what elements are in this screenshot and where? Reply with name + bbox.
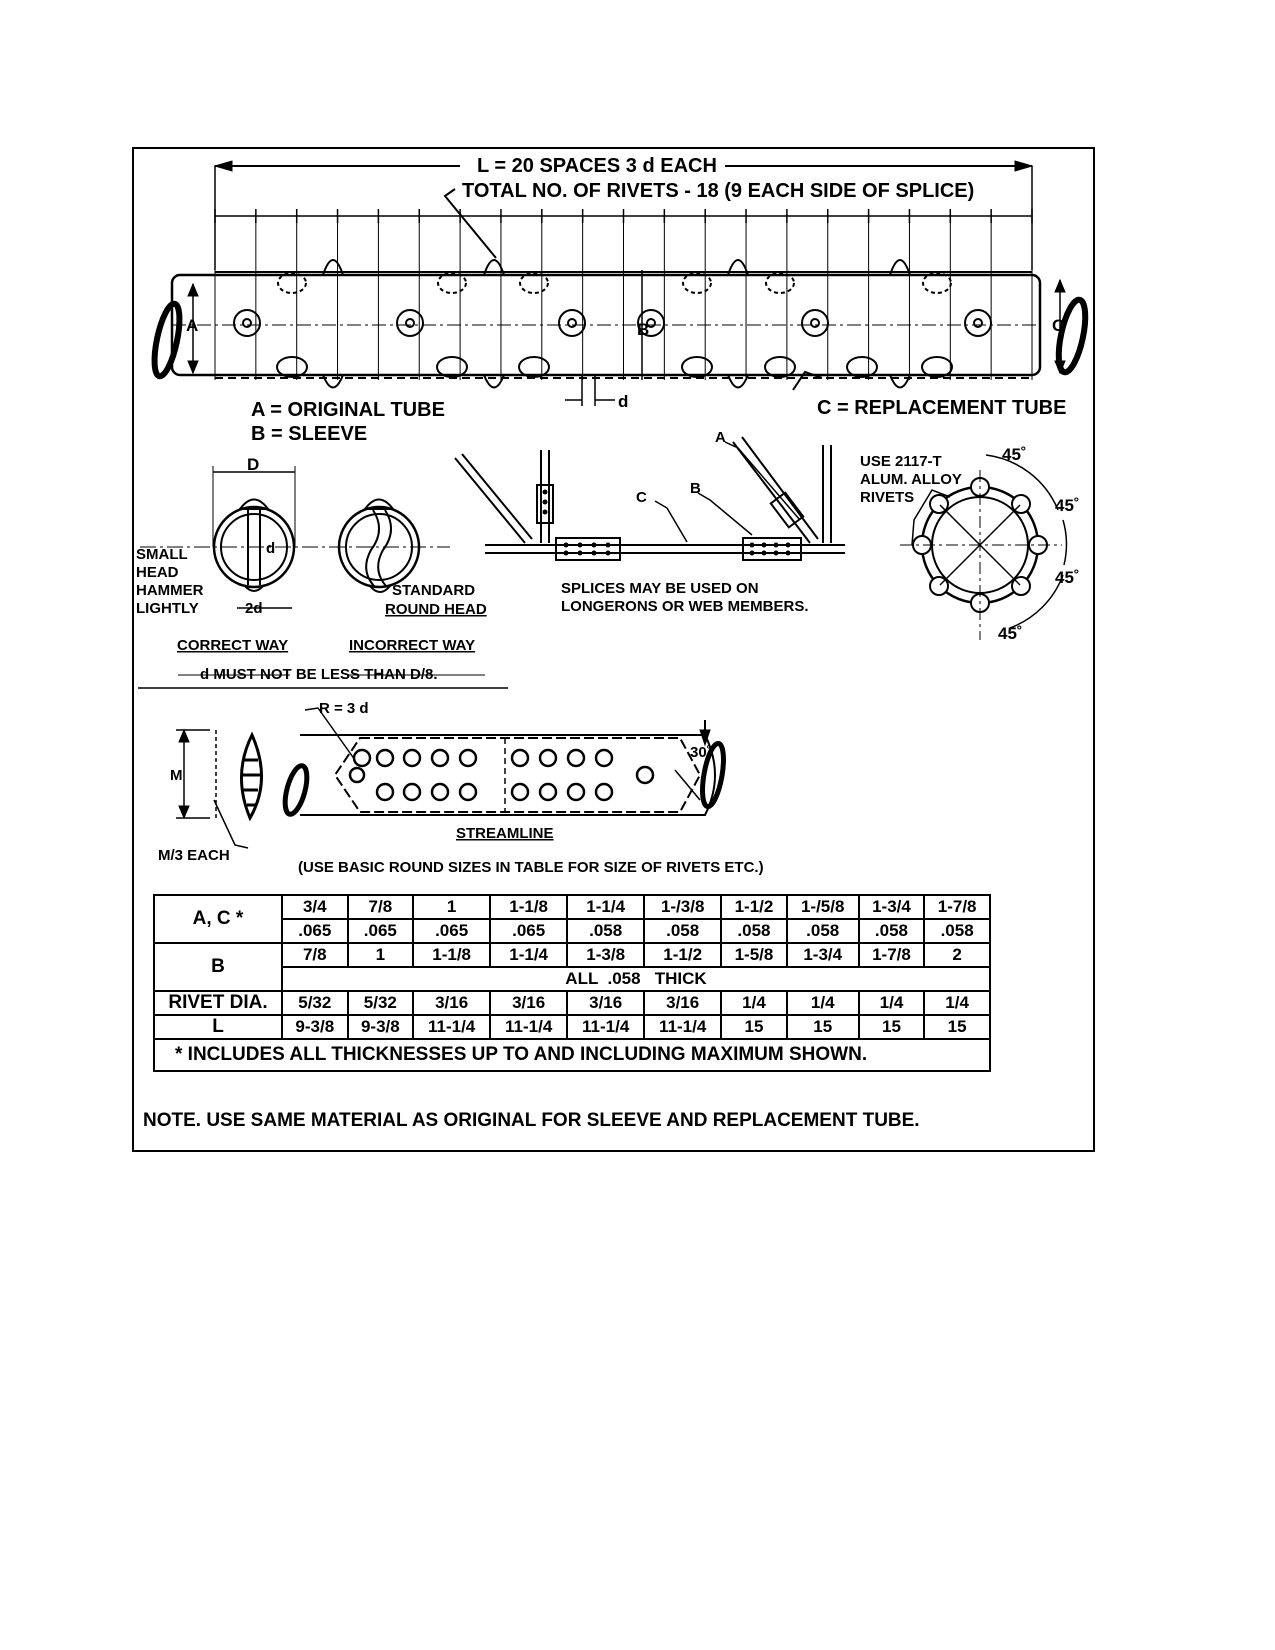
rivet-center [406, 319, 414, 327]
b-size-cell: 1-1/4 [490, 943, 567, 967]
truss-splice-view [455, 437, 845, 560]
rivet-detail-view [138, 466, 508, 688]
ac-thick-cell: .065 [490, 919, 567, 943]
rivet-dia-cell: 5/32 [348, 991, 414, 1015]
streamline-title: STREAMLINE [456, 825, 554, 842]
dim-l-label: L = 20 SPACES 3 d EACH [477, 155, 717, 177]
rivet-center [974, 319, 982, 327]
splice-rivet [592, 543, 597, 548]
ac-size-cell: 1 [413, 895, 490, 919]
splice-rivet [750, 543, 755, 548]
label-m: M [170, 767, 183, 784]
rivet-dia-cell: 3/16 [413, 991, 490, 1015]
material-note: NOTE. USE SAME MATERIAL AS ORIGINAL FOR SLEEVE AND REPLACEMENT TUBE. [143, 1110, 920, 1131]
b-size-cell: 1-1/8 [413, 943, 490, 967]
rivet-dia-cell: 3/16 [490, 991, 567, 1015]
ac-thick-cell: .058 [567, 919, 644, 943]
m3-each-label: M/3 EACH [158, 847, 230, 864]
ac-size-cell: 1-3/4 [859, 895, 925, 919]
angle-label-3: 45˚ [1055, 568, 1080, 587]
l-value-cell: 11-1/4 [413, 1015, 490, 1039]
small-head-line-1: SMALL [136, 546, 188, 563]
streamline-rivet-hole [596, 784, 612, 800]
streamline-rivet-hole [540, 750, 556, 766]
streamline-rivet-hole [460, 750, 476, 766]
rivet-dia-cell: 3/16 [567, 991, 644, 1015]
splice-rivet [543, 490, 548, 495]
rivet-head [965, 310, 991, 336]
splice-label-b: B [690, 480, 701, 497]
round-head-label: ROUND HEAD [385, 601, 487, 618]
streamline-rivet-hole [460, 784, 476, 800]
streamline-rivet-hole [512, 750, 528, 766]
l-label-cell: L [154, 1015, 282, 1039]
rivet-spec-line-3: RIVETS [860, 489, 915, 506]
splice-rivet [750, 551, 755, 556]
table-row [154, 1015, 990, 1039]
streamline-rivet-hole [350, 768, 364, 782]
rivet-spec-line-1: USE 2117-T [860, 453, 942, 470]
ac-thick-cell: .058 [787, 919, 859, 943]
table-note: (USE BASIC ROUND SIZES IN TABLE FOR SIZE OF RIVETS ETC.) [298, 859, 764, 876]
streamline-rivet-hole [404, 750, 420, 766]
l-value-cell: 9-3/8 [282, 1015, 348, 1039]
b-size-cell: 1-3/8 [567, 943, 644, 967]
label-2d: 2d [245, 600, 263, 617]
splice-rivet [786, 551, 791, 556]
streamline-rivet-hole [568, 784, 584, 800]
rivet-dia-cell: 5/32 [282, 991, 348, 1015]
label-b: B [637, 320, 650, 339]
l-value-cell: 15 [859, 1015, 925, 1039]
angle-30-label: 30˚ [690, 744, 712, 761]
rivet-head [559, 310, 585, 336]
rivet-head [802, 310, 828, 336]
l-value-cell: 11-1/4 [567, 1015, 644, 1039]
splice-label-c: C [636, 489, 647, 506]
rivet-dia-cell: 1/4 [787, 991, 859, 1015]
ac-size-cell: 3/4 [282, 895, 348, 919]
splice-rivet [786, 543, 791, 548]
ac-thick-cell: .058 [721, 919, 787, 943]
splice-rivet [564, 551, 569, 556]
splice-rivet [762, 551, 767, 556]
radius-label: R = 3 d [319, 700, 369, 717]
rivet-dia-cell: 3/16 [644, 991, 721, 1015]
splice-rivet [606, 543, 611, 548]
streamline-rivet-hole [432, 784, 448, 800]
table-row [154, 895, 990, 919]
rivet-dia-cell: 1/4 [924, 991, 990, 1015]
splice-rivet [578, 543, 583, 548]
streamline-rivet-hole [404, 784, 420, 800]
ac-thick-cell: .065 [282, 919, 348, 943]
splice-rivet [774, 551, 779, 556]
streamline-rivet-hole [540, 784, 556, 800]
d-rule-label: d MUST NOT BE LESS THAN D/8. [200, 666, 438, 683]
ac-size-cell: 1-/5/8 [787, 895, 859, 919]
streamline-rivet-hole [377, 784, 393, 800]
standard-label: STANDARD [392, 582, 476, 599]
splice-rivet [564, 543, 569, 548]
table-row [154, 943, 990, 967]
b-size-cell: 1-7/8 [859, 943, 925, 967]
streamline-rivet-hole [637, 767, 653, 783]
streamline-rivet-hole [568, 750, 584, 766]
b-label-cell: B [154, 943, 282, 991]
rivet-dia-cell: 1/4 [859, 991, 925, 1015]
ac-thick-cell: .058 [859, 919, 925, 943]
l-value-cell: 11-1/4 [644, 1015, 721, 1039]
b-size-cell: 1-5/8 [721, 943, 787, 967]
b-size-cell: 7/8 [282, 943, 348, 967]
rivet-center [568, 319, 576, 327]
rivet-dia-label-cell: RIVET DIA. [154, 991, 282, 1015]
b-size-cell: 2 [924, 943, 990, 967]
streamline-view [176, 708, 727, 848]
ac-size-cell: 7/8 [348, 895, 414, 919]
rivet-center [811, 319, 819, 327]
label-diameter-d: D [247, 455, 260, 474]
legend-replacement-tube: C = REPLACEMENT TUBE [817, 397, 1067, 419]
rivet-spec-table [153, 894, 991, 1072]
legend-original-tube: A = ORIGINAL TUBE [251, 399, 445, 421]
b-size-cell: 1 [348, 943, 414, 967]
rivet-head-bump [890, 375, 910, 388]
rivet-head-bump [323, 375, 343, 388]
ac-thick-cell: .058 [924, 919, 990, 943]
incorrect-way-label: INCORRECT WAY [349, 637, 476, 654]
label-rivet-d: d [266, 540, 276, 557]
l-value-cell: 9-3/8 [348, 1015, 414, 1039]
label-d: d [618, 392, 629, 411]
angle-label-1: 45˚ [1002, 445, 1027, 464]
splice-rivet [578, 551, 583, 556]
b-thick-cell: ALL .058 THICK [282, 967, 990, 991]
splice-rivet [774, 543, 779, 548]
rivet-dia-cell: 1/4 [721, 991, 787, 1015]
l-value-cell: 11-1/4 [490, 1015, 567, 1039]
total-rivets-label: TOTAL NO. OF RIVETS - 18 (9 EACH SIDE OF SPLICE) [462, 180, 975, 202]
table-row [154, 1039, 990, 1071]
streamline-rivet-hole [377, 750, 393, 766]
rivet-spec-line-2: ALUM. ALLOY [860, 471, 962, 488]
small-head-line-2: HEAD [136, 564, 179, 581]
splice-rivet [543, 500, 548, 505]
ac-size-cell: 1-1/2 [721, 895, 787, 919]
splice-rivet [592, 551, 597, 556]
ac-size-cell: 1-/3/8 [644, 895, 721, 919]
splice-rivet [606, 551, 611, 556]
ac-thick-cell: .058 [644, 919, 721, 943]
splice-note-line-2: LONGERONS OR WEB MEMBERS. [561, 598, 809, 615]
legend-sleeve: B = SLEEVE [251, 423, 368, 445]
ac-thick-cell: .065 [413, 919, 490, 943]
streamline-rivet-hole [512, 784, 528, 800]
angle-label-4: 45˚ [998, 624, 1023, 643]
table-row [154, 991, 990, 1015]
small-head-line-3: HAMMER [136, 582, 204, 599]
ac-size-cell: 1-7/8 [924, 895, 990, 919]
correct-way-label: CORRECT WAY [177, 637, 289, 654]
splice-rivet [762, 543, 767, 548]
splice-label-a: A [715, 429, 726, 446]
small-head-line-4: LIGHTLY [136, 600, 199, 617]
ac-size-cell: 1-1/8 [490, 895, 567, 919]
rivet-head-bump [728, 375, 748, 388]
b-size-cell: 1-1/2 [644, 943, 721, 967]
l-value-cell: 15 [924, 1015, 990, 1039]
ac-label-cell: A, C * [154, 895, 282, 943]
streamline-rivet-hole [354, 750, 370, 766]
b-size-cell: 1-3/4 [787, 943, 859, 967]
ac-size-cell: 1-1/4 [567, 895, 644, 919]
l-value-cell: 15 [721, 1015, 787, 1039]
table-footnote: * INCLUDES ALL THICKNESSES UP TO AND INCLUDING MAXIMUM SHOWN. [154, 1039, 990, 1071]
splice-note-line-1: SPLICES MAY BE USED ON [561, 580, 759, 597]
splice-rivet [543, 510, 548, 515]
label-a: A [186, 316, 199, 335]
l-value-cell: 15 [787, 1015, 859, 1039]
ac-thick-cell: .065 [348, 919, 414, 943]
streamline-rivet-hole [596, 750, 612, 766]
rivet-center [243, 319, 251, 327]
label-c: C [1052, 316, 1065, 335]
streamline-rivet-hole [432, 750, 448, 766]
angle-label-2: 45˚ [1055, 496, 1080, 515]
